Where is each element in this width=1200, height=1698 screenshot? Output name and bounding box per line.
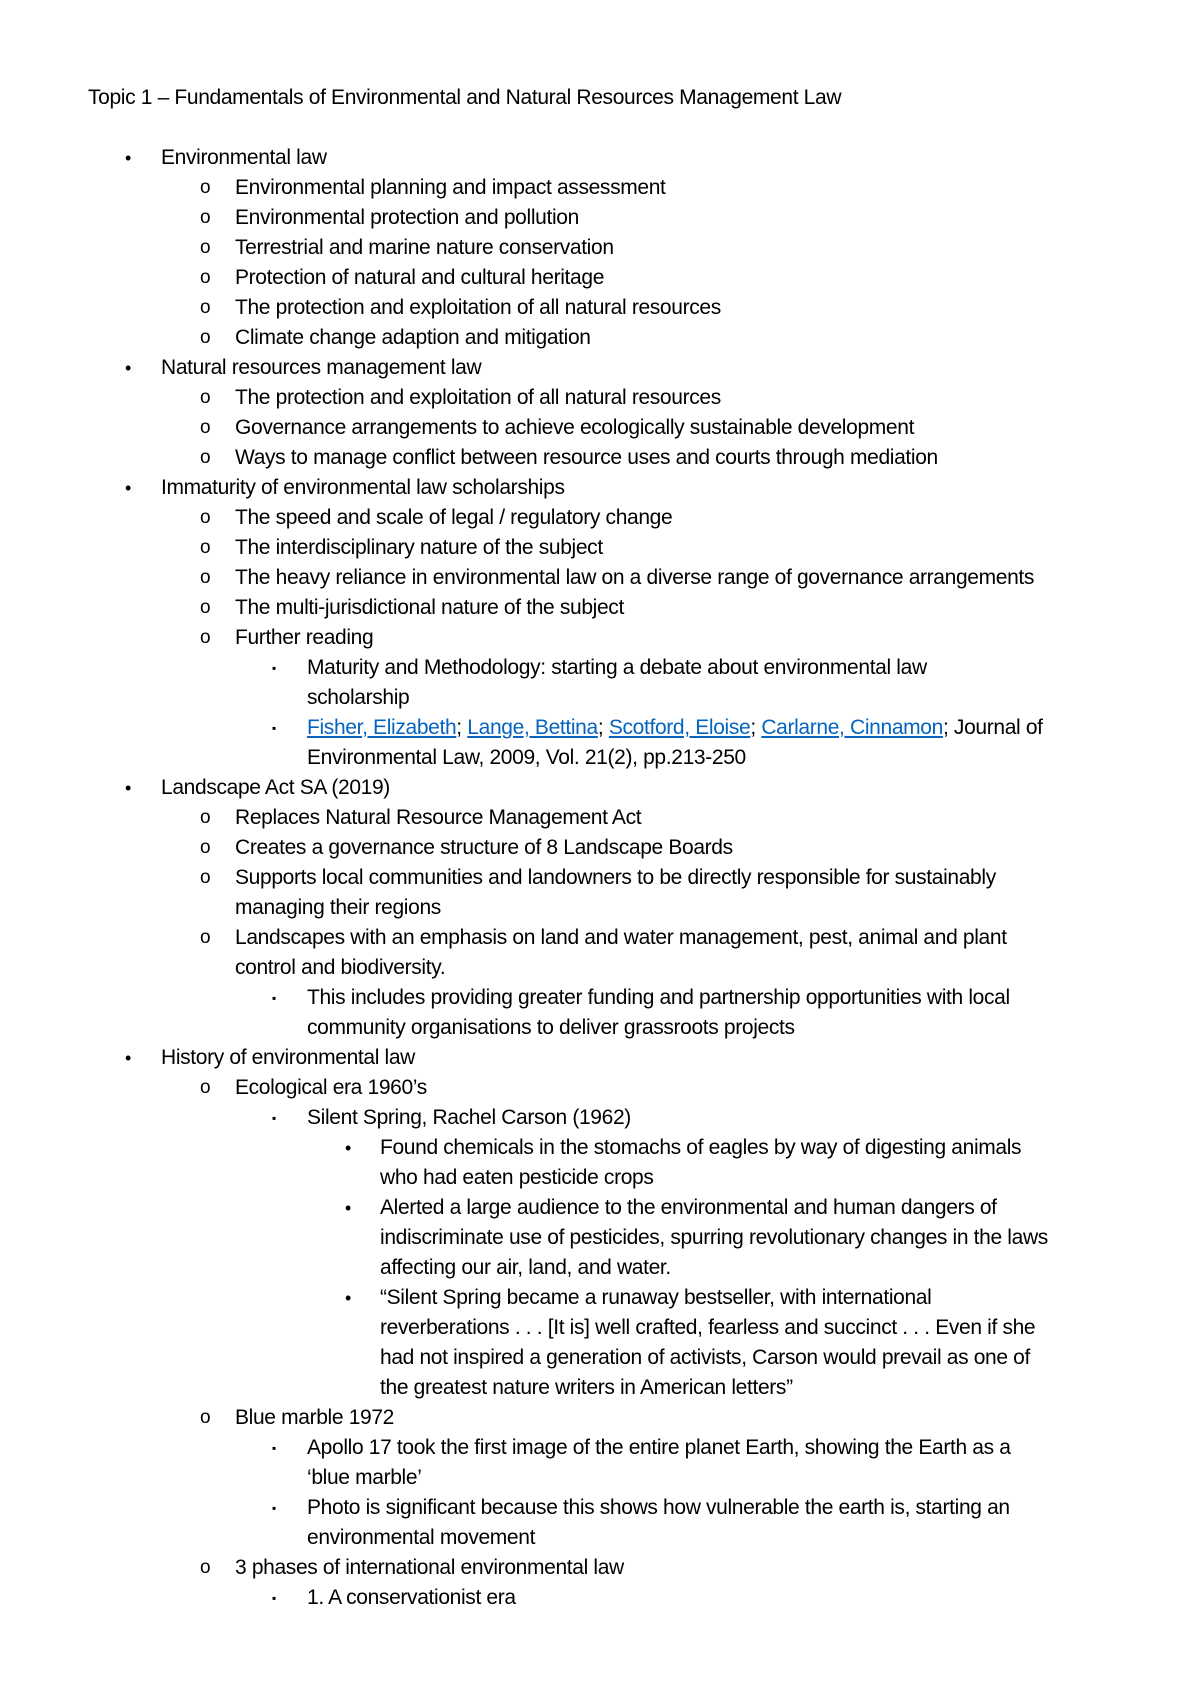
list-item: [0, 803, 1200, 833]
bullet-circle: o: [200, 327, 211, 348]
list-item: [0, 233, 1200, 263]
bullet-circle: o: [200, 417, 211, 438]
item-text: Environmental Law, 2009, Vol. 21(2), pp.213-250: [307, 746, 746, 769]
list-item: [0, 473, 1200, 503]
list-item: [0, 533, 1200, 563]
separator: ;: [456, 716, 462, 739]
list-item: [0, 383, 1200, 413]
list-item: [0, 1133, 1200, 1163]
list-item-continuation: [0, 743, 1200, 773]
item-text: managing their regions: [235, 896, 441, 919]
bullet-circle: o: [200, 507, 211, 528]
item-text: The heavy reliance in environmental law on a diverse range of governance arrangements: [235, 566, 1035, 589]
journal-text: ; Journal of: [942, 716, 1043, 739]
item-text: Landscapes with an emphasis on land and water management, pest, animal and plant: [235, 926, 1007, 949]
list-item-continuation: [0, 683, 1200, 713]
item-text: environmental movement: [307, 1526, 536, 1549]
list-item: [0, 1073, 1200, 1103]
item-text: had not inspired a generation of activists, Carson would prevail as one of: [380, 1346, 1030, 1369]
bullet-circle: o: [200, 207, 211, 228]
document-title: Topic 1 – Fundamentals of Environmental and Natural Resources Management Law: [88, 86, 842, 109]
item-text: Creates a governance structure of 8 Landscape Boards: [235, 836, 733, 859]
list-item: [0, 443, 1200, 473]
bullet-circle: o: [200, 807, 211, 828]
list-item: [0, 1583, 1200, 1613]
bullet-disc: •: [125, 148, 131, 168]
bullet-circle: o: [200, 297, 211, 318]
item-text: Replaces Natural Resource Management Act: [235, 806, 642, 829]
bullet-disc: •: [345, 1138, 351, 1158]
citation-text: [307, 713, 1043, 743]
bullet-square: ▪: [272, 661, 276, 675]
item-text: Protection of natural and cultural heritage: [235, 266, 605, 289]
item-text: Photo is significant because this shows how vulnerable the earth is, starting an: [307, 1496, 1010, 1519]
list-item: [0, 773, 1200, 803]
item-text: Alerted a large audience to the environmental and human dangers of: [380, 1196, 997, 1219]
list-item-continuation: [0, 1163, 1200, 1193]
list-item: [0, 713, 1200, 743]
bullet-square: ▪: [272, 1501, 276, 1515]
list-item: [0, 983, 1200, 1013]
list-item: [0, 203, 1200, 233]
item-text: Further reading: [235, 626, 374, 649]
item-text: who had eaten pesticide crops: [380, 1166, 654, 1189]
bullet-disc: •: [345, 1198, 351, 1218]
bullet-circle: o: [200, 867, 211, 888]
separator: ;: [597, 716, 604, 739]
bullet-square: ▪: [272, 721, 276, 735]
item-text: ‘blue marble’: [307, 1466, 422, 1489]
bullet-disc: •: [125, 1048, 131, 1068]
item-text: Immaturity of environmental law scholarships: [161, 476, 565, 499]
item-text: Apollo 17 took the first image of the entire planet Earth, showing the Earth as a: [307, 1436, 1011, 1459]
bullet-square: ▪: [272, 1591, 276, 1605]
list-item: [0, 1553, 1200, 1583]
item-text: Ways to manage conflict between resource uses and courts through mediation: [235, 446, 938, 469]
list-item-continuation: [0, 1253, 1200, 1283]
item-text: History of environmental law: [161, 1046, 415, 1069]
list-item: [0, 1283, 1200, 1313]
item-text: Maturity and Methodology: starting a debate about environmental law: [307, 656, 927, 679]
list-item-continuation: [0, 1523, 1200, 1553]
item-text: Governance arrangements to achieve ecologically sustainable development: [235, 416, 915, 439]
list-item-continuation: [0, 953, 1200, 983]
item-text: indiscriminate use of pesticides, spurring revolutionary changes in the laws: [380, 1226, 1048, 1249]
item-text: 1. A conservationist era: [307, 1586, 516, 1609]
list-item: [0, 353, 1200, 383]
list-item: [0, 173, 1200, 203]
list-item: [0, 143, 1200, 173]
bullet-circle: o: [200, 927, 211, 948]
item-text: Climate change adaption and mitigation: [235, 326, 591, 349]
bullet-disc: •: [125, 478, 131, 498]
item-text: The interdisciplinary nature of the subject: [235, 536, 603, 559]
author-link-lange[interactable]: Lange, Bettina: [467, 716, 598, 739]
bullet-circle: o: [200, 267, 211, 288]
bullet-square: ▪: [272, 1111, 276, 1125]
list-item: [0, 923, 1200, 953]
bullet-circle: o: [200, 567, 211, 588]
bullet-circle: o: [200, 627, 211, 648]
list-item: [0, 593, 1200, 623]
bullet-square: ▪: [272, 1441, 276, 1455]
bullet-disc: •: [345, 1288, 351, 1308]
list-item-continuation: [0, 1013, 1200, 1043]
bullet-circle: o: [200, 237, 211, 258]
list-item: [0, 1403, 1200, 1433]
list-item: [0, 263, 1200, 293]
item-text: Natural resources management law: [161, 356, 482, 379]
bullet-square: ▪: [272, 991, 276, 1005]
bullet-disc: •: [125, 358, 131, 378]
bullet-circle: o: [200, 1557, 211, 1578]
item-text: community organisations to deliver grassroots projects: [307, 1016, 795, 1039]
list-item-continuation: [0, 1373, 1200, 1403]
item-text: Silent Spring, Rachel Carson (1962): [307, 1106, 631, 1129]
item-text: control and biodiversity.: [235, 956, 446, 979]
bullet-disc: •: [125, 778, 131, 798]
item-text: scholarship: [307, 686, 410, 709]
item-text: Landscape Act SA (2019): [161, 776, 390, 799]
item-text: Supports local communities and landowners to be directly responsible for sustainably: [235, 866, 996, 889]
bullet-circle: o: [200, 537, 211, 558]
outline-list: [0, 143, 1200, 1613]
list-item: [0, 1043, 1200, 1073]
list-item: [0, 653, 1200, 683]
bullet-circle: o: [200, 1077, 211, 1098]
bullet-circle: o: [200, 1407, 211, 1428]
list-item: [0, 1493, 1200, 1523]
bullet-circle: o: [200, 177, 211, 198]
item-text: This includes providing greater funding and partnership opportunities with local: [307, 986, 1010, 1009]
author-link-carlarne[interactable]: Carlarne, Cinnamon: [761, 716, 943, 739]
list-item-continuation: [0, 893, 1200, 923]
list-item-continuation: [0, 1463, 1200, 1493]
item-text: affecting our air, land, and water.: [380, 1256, 671, 1279]
author-link-fisher[interactable]: Fisher, Elizabeth: [307, 716, 457, 739]
item-text: Terrestrial and marine nature conservation: [235, 236, 614, 259]
bullet-circle: o: [200, 387, 211, 408]
bullet-circle: o: [200, 837, 211, 858]
separator: ;: [750, 716, 756, 739]
bullet-circle: o: [200, 447, 211, 468]
list-item: [0, 1193, 1200, 1223]
item-text: 3 phases of international environmental law: [235, 1556, 624, 1579]
item-text: reverberations . . . [It is] well crafted, fearless and succinct . . . Even if she: [380, 1316, 1036, 1339]
list-item: [0, 863, 1200, 893]
list-item-continuation: [0, 1313, 1200, 1343]
item-text: the greatest nature writers in American letters”: [380, 1376, 793, 1399]
item-text: Environmental protection and pollution: [235, 206, 579, 229]
list-item-continuation: [0, 1343, 1200, 1373]
item-text: Found chemicals in the stomachs of eagles by way of digesting animals: [380, 1136, 1022, 1159]
item-text: The protection and exploitation of all natural resources: [235, 296, 721, 319]
item-text: Blue marble 1972: [235, 1406, 395, 1429]
list-item: [0, 413, 1200, 443]
list-item: [0, 1433, 1200, 1463]
list-item-continuation: [0, 1223, 1200, 1253]
list-item: [0, 563, 1200, 593]
item-text: The protection and exploitation of all natural resources: [235, 386, 721, 409]
author-link-scotford[interactable]: Scotford, Eloise: [608, 716, 751, 739]
list-item: [0, 1103, 1200, 1133]
item-text: Environmental planning and impact assessment: [235, 176, 666, 199]
list-item: [0, 623, 1200, 653]
list-item: [0, 323, 1200, 353]
bullet-circle: o: [200, 597, 211, 618]
list-item: [0, 503, 1200, 533]
list-item: [0, 293, 1200, 323]
item-text: “Silent Spring became a runaway bestseller, with international: [380, 1286, 932, 1309]
item-text: The speed and scale of legal / regulatory change: [235, 506, 673, 529]
item-text: Environmental law: [161, 146, 327, 169]
item-text: The multi-jurisdictional nature of the subject: [235, 596, 624, 619]
list-item: [0, 833, 1200, 863]
item-text: Ecological era 1960’s: [235, 1076, 427, 1099]
